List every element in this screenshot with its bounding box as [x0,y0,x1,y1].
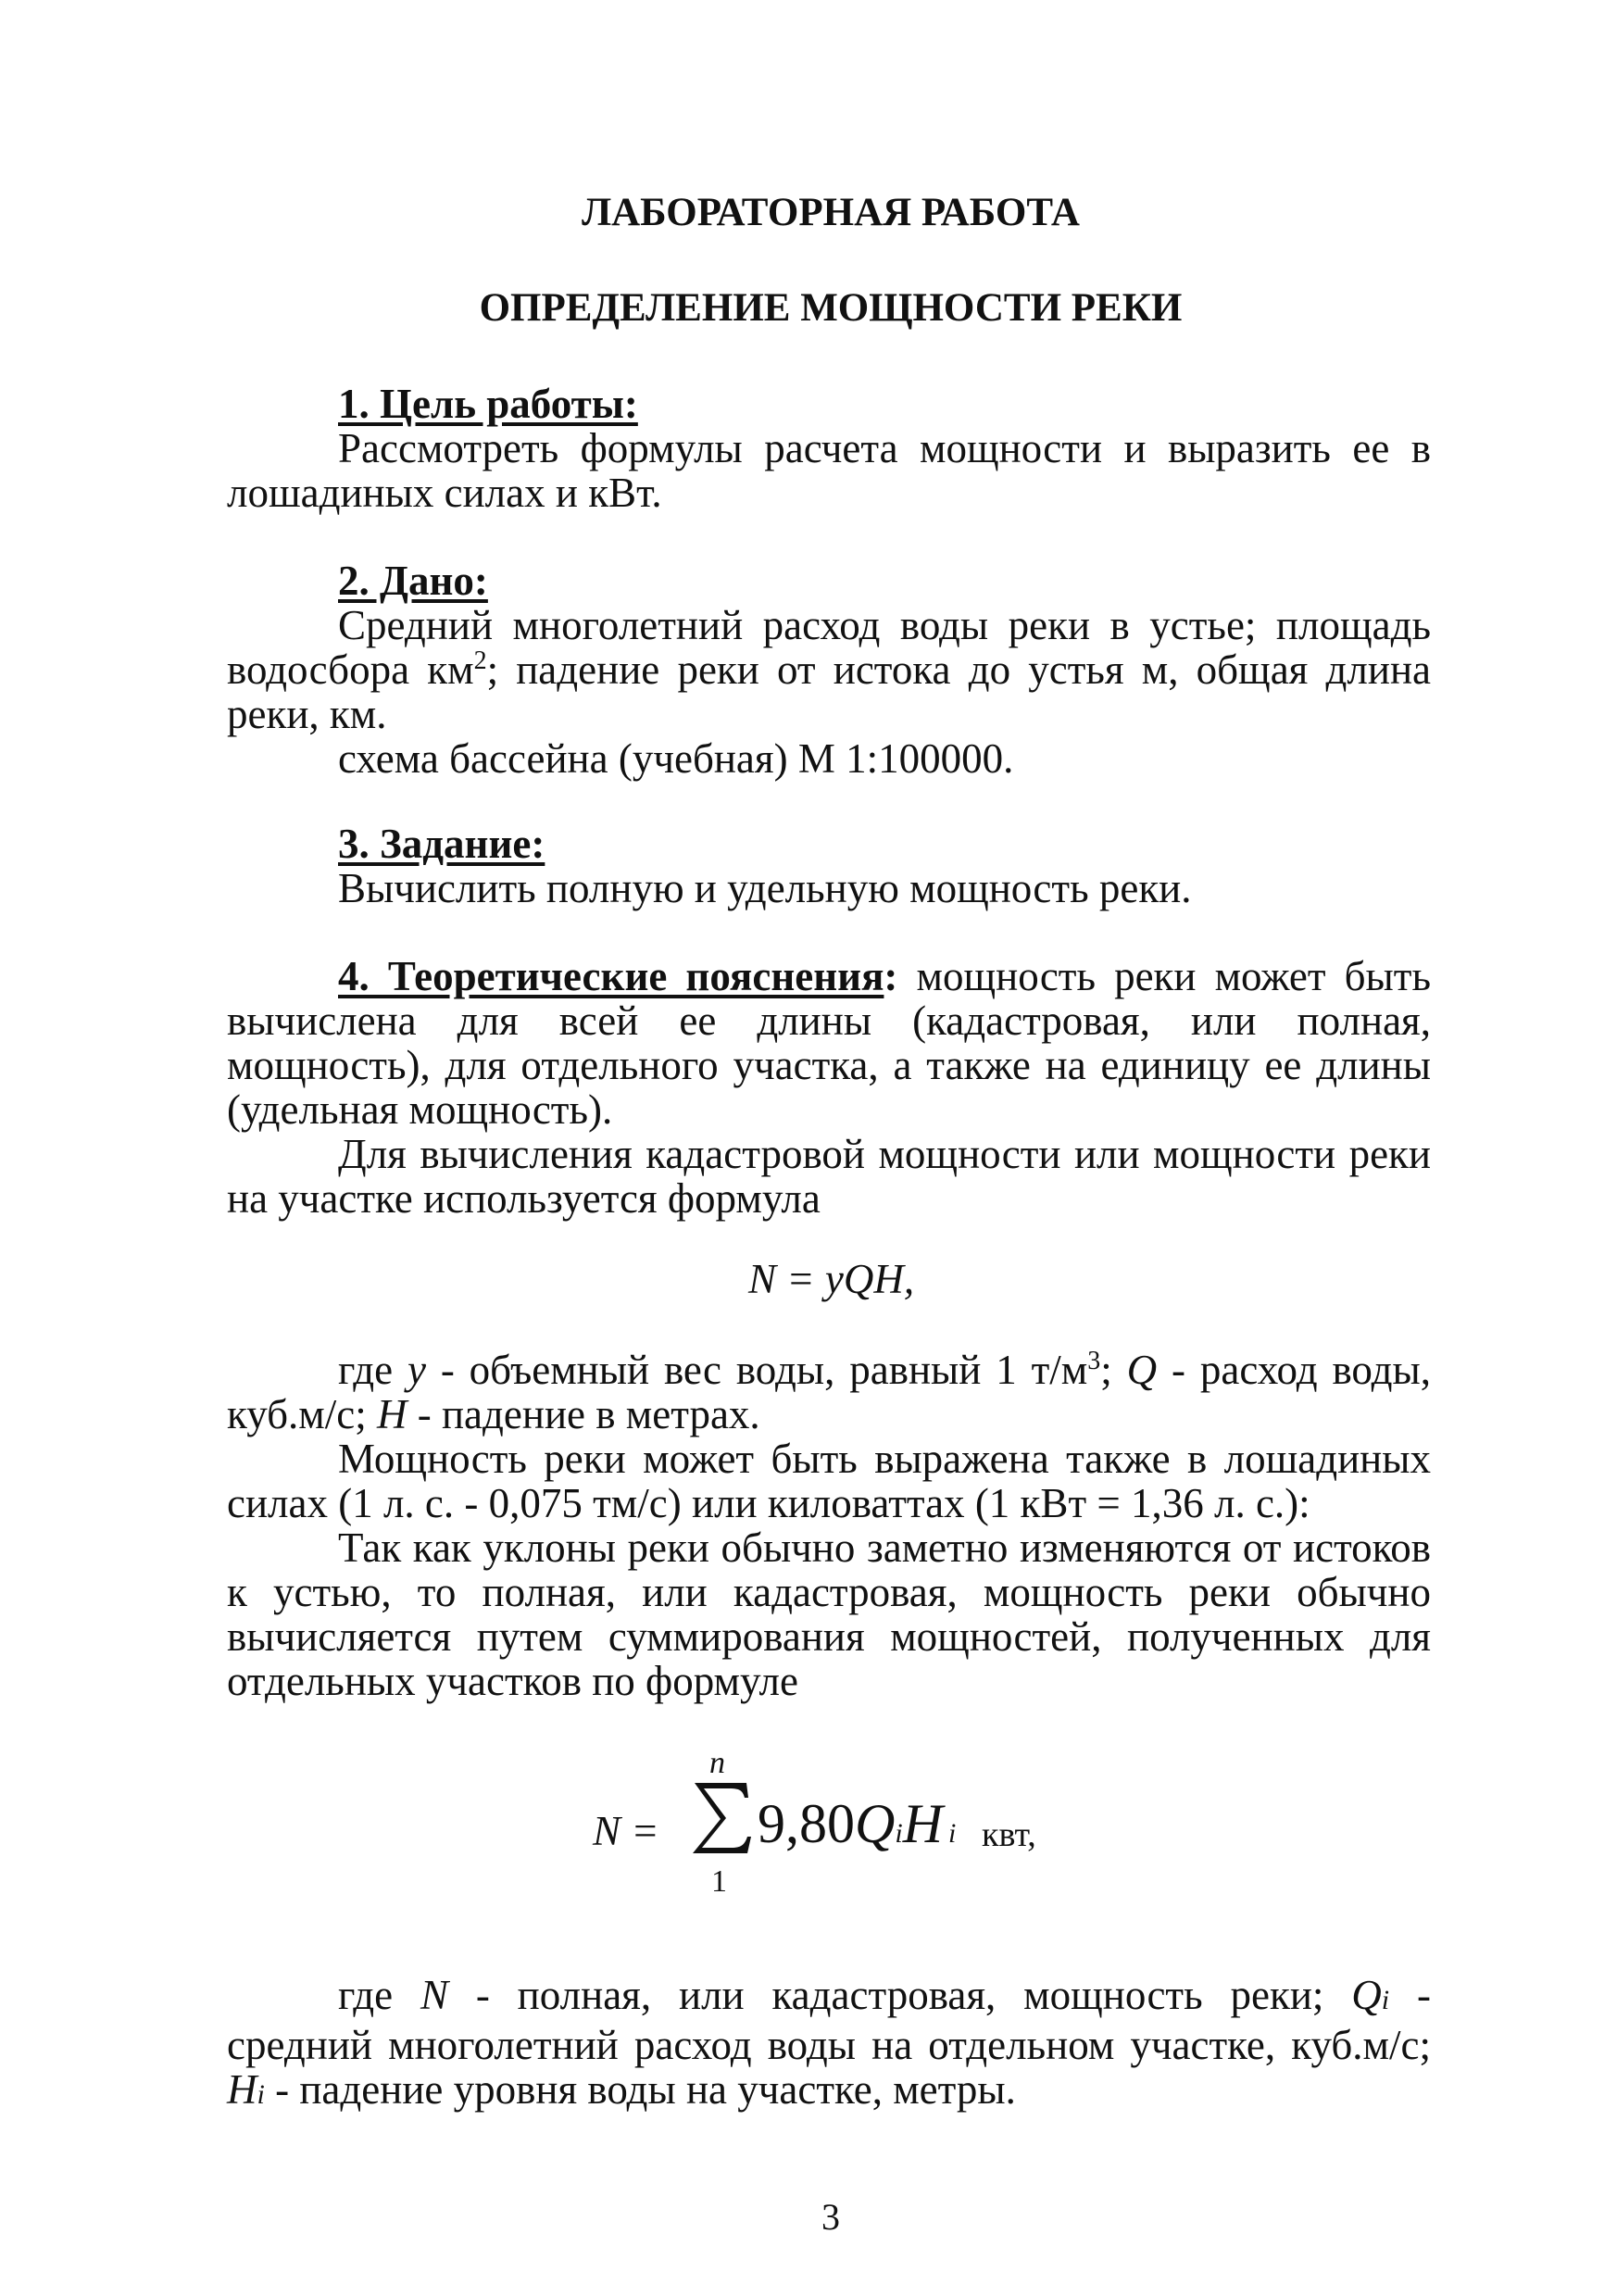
section-3-text: Вычислить полную и удельную мощность реки. [338,865,1192,911]
section-4-definitions [227,1348,1431,1703]
page-number: 3 [821,2196,840,2238]
section-1-text: Рассмотреть формулы расчета мощности и выразить ее в лошадиных силах и кВт. [227,425,1431,516]
section-4-intro: 4. Теоретические пояснения: мощность реки может быть вычислена для всей ее длины (кадастровая, или полная, мощность), для отдельного участка, а также на единицу ее длины (удельная мощность). [227,953,1431,1133]
section-2-scheme: схема бассейна (учебная) М 1:100000. [338,735,1014,782]
document-title: ЛАБОРАТОРНАЯ РАБОТА [582,191,1080,234]
formula-1-where: где y - объемный вес воды, равный 1 $т/м^3$; Q - расход воды, куб.м/с; H - падение в метрах. [227,1347,1431,1437]
section-4-heading: 4. Теоретические пояснения [338,953,884,999]
section-3 [227,822,1431,910]
section-1 [227,382,1431,515]
section-2-heading: 2. Дано: [338,558,488,604]
formula-power: N = yQH, [748,1256,915,1302]
formula-2-where: где N - полная, или кадастровая, мощность реки; Qi - средний многолетний расход воды на отдельном участке, куб.м/с; Hi - падение уровня воды на участке, метры. [227,1972,1431,2113]
section-1-heading: 1. Цель работы: [338,381,638,427]
section-4-final [227,1973,1431,2117]
sigma-icon [689,1779,754,1857]
section-4 [227,954,1431,1221]
summation-paragraph: Так как уклоны реки обычно заметно изменяются от истоков к устью, то полная, или кадастровая, мощность реки обычно вычисляется путем суммирования мощностей, полученных для отдельных участков по формуле [227,1524,1431,1704]
formula-unit: квт, [982,1815,1036,1854]
formula-body: 9,80QiH i [758,1793,957,1854]
formula-lhs: N = [593,1808,659,1854]
formula-summation [593,1746,1074,1913]
section-2 [227,558,1431,781]
section-4-formula-intro: Для вычисления кадастровой мощности или мощности реки на участке используется формула [227,1131,1431,1222]
sum-upper-limit: n [709,1746,725,1780]
units-paragraph: Мощность реки может быть выражена также в лошадиных силах (1 л. с. - 0,075 тм/с) или киловаттах (1 кВт = 1,36 л. с.): [227,1436,1431,1526]
section-3-heading: 3. Задание: [338,821,545,867]
sum-lower-limit: 1 [711,1864,727,1899]
section-2-text: Средний многолетний расход воды реки в устье; площадь водосбора $км^2$; падение реки от истока до устья м, общая длина реки, км. [227,602,1432,737]
document-subtitle: ОПРЕДЕЛЕНИЕ МОЩНОСТИ РЕКИ [479,286,1183,330]
